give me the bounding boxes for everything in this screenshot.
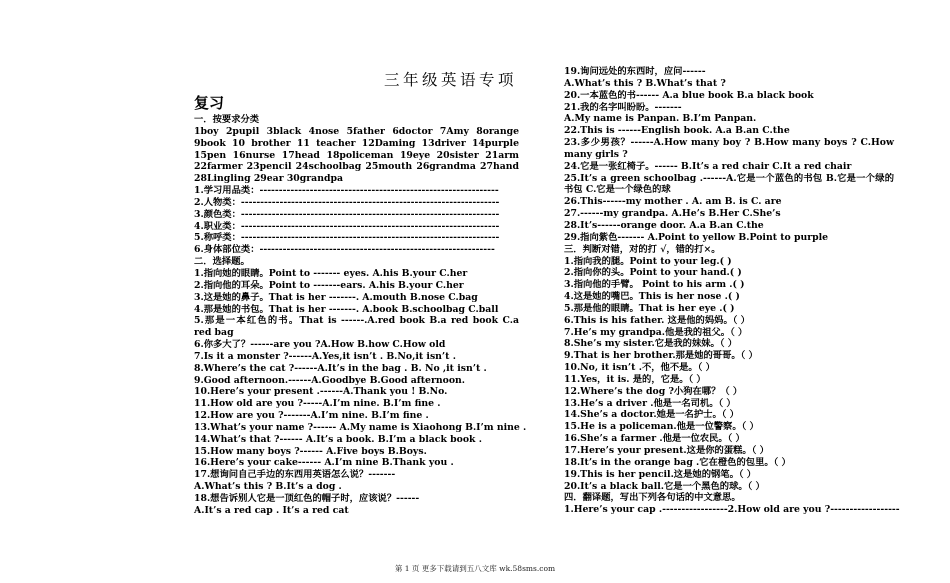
- question-line: 6.你多大了？------are you ?A.How B.how C.How old: [194, 339, 446, 351]
- section-heading: 一．按要求分类: [194, 114, 260, 125]
- question-line: A.It’s a red cap . It’s a red cat: [194, 504, 349, 516]
- word-list: 1boy 2pupil 3black 4nose 5father 6doctor 7Amy 8orange 9book 10 brother 11 teacher 12Daming 13driver 14purple 15pen 16nurse 17head 18policeman 19eye 20sister 21arm 22farmer 23pencil 24schoolbag 25mouth 26grandma 27hand 28Lingling 29ear 30grandpa: [194, 125, 519, 185]
- category-line: 2.人物类：-------------------------------------------------------------------: [194, 196, 500, 208]
- category-line: 4.职业类：-------------------------------------------------------------------: [194, 220, 500, 232]
- question-line: 15.How many boys ?------ A.Five boys B.Boys.: [194, 445, 427, 457]
- question-line: A.What’s this ? B.It’s a dog .: [194, 481, 342, 493]
- question-line: 11.How old are you ?-----A.I’m nine. B.I’m fine .: [194, 398, 441, 410]
- question-line: 20.一本蓝色的书------ A.a blue book B.a black book: [564, 89, 814, 101]
- judgement-line: 18.It’s in the orange bag .它在橙色的包里。（ ）: [564, 456, 791, 468]
- category-line: 3.颜色类：-------------------------------------------------------------------: [194, 208, 500, 220]
- judgement-line: 13.He’s a driver .他是一名司机。（ ）: [564, 397, 736, 409]
- judgement-line: 19.This is her pencil.这是她的钢笔。（ ）: [564, 468, 757, 480]
- judgement-line: 9.That is her brother.那是她的哥哥。（ ）: [564, 350, 758, 362]
- judgement-line: 1.指向我的腿。Point to your leg.( ): [564, 255, 732, 267]
- question-line: 29.指向紫色------- A.Point to yellow B.Point to purple: [564, 231, 829, 243]
- question-line: 25.It’s a green schoolbag .------A.它是一个蓝色的书包 B.它是一个绿的书包 C.它是一个绿色的球: [564, 172, 894, 196]
- judgement-line: 12.Where’s the dog ?小狗在哪？（ ）: [564, 385, 743, 397]
- judgement-line: 5.那是他的眼睛。That is her eye .( ): [564, 302, 735, 314]
- page-footer: 第 1 页 更多下载请到五八文库 wk.58sms.com: [394, 564, 556, 573]
- question-line: 19.询问远处的东西时，应问------: [564, 66, 706, 77]
- page-subtitle: 复习: [194, 94, 225, 112]
- right-column: [564, 66, 900, 516]
- question-line: 22.This is ------English book. A.a B.an C.the: [564, 125, 790, 137]
- judgement-line: 14.She’s a doctor.她是一名护士。（ ）: [564, 409, 739, 421]
- judgement-line: 11.Yes，it is. 是的，它是。（ ）: [564, 373, 706, 385]
- question-line: 27.------my grandpa. A.He’s B.Her C.She’s: [564, 208, 781, 220]
- question-line: 17.想询问自己手边的东西用英语怎么说？-------: [194, 469, 396, 481]
- question-line: 10.Here’s your present .------A.Thank you ! B.No.: [194, 386, 448, 398]
- question-line: 9.Good afternoon.------A.Goodbye B.Good afternoon.: [194, 374, 466, 386]
- section-heading: 四．翻译题，写出下列各句话的中文意思。: [564, 492, 741, 504]
- judgement-line: 10.No, it isn’t .不，他不是。（ ）: [564, 362, 715, 374]
- question-line: 3.这是她的鼻子。That is her -------. A.mouth B.nose C.bag: [194, 291, 478, 303]
- question-line: 13.What’s your name ?------ A.My name is Xiaohong B.I’m nine .: [194, 421, 527, 433]
- question-line: 14.What’s that ?------ A.It’s a book. B.I’m a black book .: [194, 433, 482, 445]
- question-line: 16.Here’s your cake------ A.I’m nine B.Thank you .: [194, 457, 454, 469]
- category-line: 6.身体部位类：-------------------------------------------------------------: [194, 244, 495, 256]
- judgement-line: 6.This is his father. 这是他的妈妈。（ ）: [564, 314, 750, 326]
- left-column: [194, 114, 527, 517]
- question-line: 5.那是一本红色的书。That is ------.A.red book B.a red book C.a red bag: [194, 315, 519, 339]
- page-title: 三年级英语专项: [384, 71, 518, 89]
- judgement-line: 7.He’s my grandpa.他是我的祖父。（ ）: [564, 326, 748, 338]
- translation-line: 1.Here’s your cap .-----------------2.How old are you ?------------------: [564, 504, 900, 516]
- question-line: 18.想告诉别人它是一顶红色的帽子时，应该说？------: [194, 493, 420, 504]
- judgement-line: 8.She’s my sister.它是我的妹妹。（ ）: [564, 338, 738, 350]
- question-line: 23.多少男孩？------A.How many boy ? B.How many boys ? C.How many girls ?: [564, 137, 894, 160]
- judgement-line: 2.指向你的头。Point to your hand.( ): [564, 267, 742, 279]
- judgement-line: 4.这是她的嘴巴。This is her nose .( ): [564, 291, 740, 303]
- question-line: 21.我的名字叫盼盼。-------: [564, 101, 682, 113]
- question-line: A.My name is Panpan. B.I’m Panpan.: [564, 113, 757, 125]
- section-heading: 二．选择题。: [194, 256, 250, 268]
- question-line: 26.This------my mother . A. am B. is C. are: [564, 196, 782, 208]
- judgement-line: 15.He is a policeman.他是一位警察。（ ）: [564, 421, 759, 433]
- question-line: 12.How are you ?-------A.I’m nine. B.I’m fine .: [194, 410, 429, 422]
- question-line: A.What’s this ? B.What’s that ?: [564, 77, 726, 89]
- section-heading: 三．判断对错，对的打 √，错的打×。: [564, 243, 721, 255]
- question-line: 24.它是一张红椅子。------ B.It’s a red chair C.It a red chair: [564, 160, 852, 172]
- question-line: 4.那是她的书包。That is her -------. A.book B.schoolbag C.ball: [194, 303, 499, 315]
- question-line: 1.指向她的眼睛。Point to ------- eyes. A.his B.your C.her: [194, 267, 468, 279]
- category-line: 1.学习用品类：--------------------------------------------------------------: [194, 185, 499, 197]
- question-line: 7.Is it a monster ?------A.Yes,it isn’t . B.No,it isn’t .: [194, 350, 456, 362]
- judgement-line: 16.She’s a farmer .他是一位农民。（ ）: [564, 433, 745, 445]
- judgement-line: 3.指向他的手臂。 Point to his arm .( ): [564, 279, 745, 291]
- judgement-line: 20.It’s a black ball.它是一个黑色的球。（ ）: [564, 480, 765, 492]
- category-line: 5.称呼类：-------------------------------------------------------------------: [194, 232, 500, 244]
- question-line: 28.It’s------orange door. A.a B.an C.the: [564, 219, 764, 231]
- judgement-line: 17.Here’s your present.这是你的蛋糕。（ ）: [564, 445, 769, 456]
- question-line: 8.Where’s the cat ?------A.It’s in the bag . B. No ,it isn’t .: [194, 362, 487, 374]
- question-line: 2.指向他的耳朵。Point to -------ears. A.his B.your C.her: [194, 279, 464, 291]
